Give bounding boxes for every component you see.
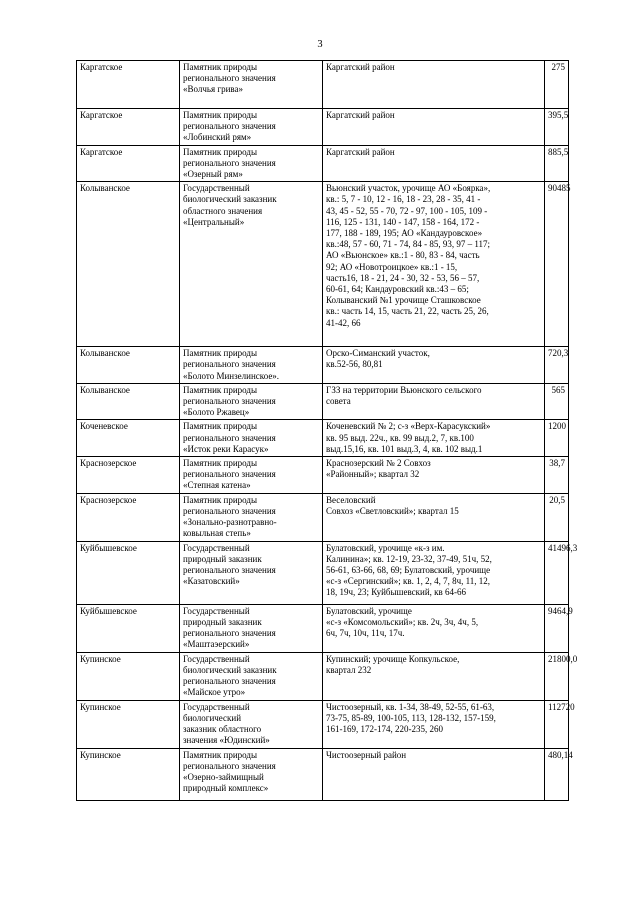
district-cell: Куйбышевское <box>77 541 180 604</box>
area-cell: 90485 <box>545 182 569 347</box>
area-cell: 112720 <box>545 700 569 748</box>
table-row <box>77 541 569 604</box>
district-cell: Купинское <box>77 700 180 748</box>
name-cell: Памятник природы регионального значения «Озерный рям» <box>180 145 323 182</box>
district-cell: Колыванское <box>77 383 180 420</box>
area-cell: 9464,9 <box>545 604 569 652</box>
name-cell: Памятник природы регионального значения «Болото Минзелинское». <box>180 347 323 384</box>
district-cell: Куйбышевское <box>77 604 180 652</box>
name-cell: Памятник природы регионального значения «Лобинский рям» <box>180 109 323 146</box>
location-cell: Купинский; урочище Копкульское, квартал 232 <box>323 652 545 700</box>
district-cell: Каргатское <box>77 109 180 146</box>
area-cell: 395,5 <box>545 109 569 146</box>
name-cell: Памятник природы регионального значения «Исток реки Карасук» <box>180 420 323 457</box>
location-cell: ГЗЗ на территории Вьюнского сельского совета <box>323 383 545 420</box>
area-cell: 41496,3 <box>545 541 569 604</box>
location-cell: Орско-Симанский участок, кв.52-56, 80,81 <box>323 347 545 384</box>
district-cell: Коченевское <box>77 420 180 457</box>
name-cell: Государственный биологический заказник областного значения «Центральный» <box>180 182 323 347</box>
table-row <box>77 347 569 384</box>
name-cell: Памятник природы регионального значения «Болото Ржавец» <box>180 383 323 420</box>
location-cell: Чистоозерный, кв. 1-34, 38-49, 52-55, 61-63, 73-75, 85-89, 100-105, 113, 128-132, 157-159, 161-169, 172-174, 220-235, 260 <box>323 700 545 748</box>
table-row <box>77 145 569 182</box>
table-row <box>77 604 569 652</box>
table-row <box>77 700 569 748</box>
table-row <box>77 457 569 494</box>
location-cell: Краснозерский № 2 Совхоз «Районный»; квартал 32 <box>323 457 545 494</box>
district-cell: Каргатское <box>77 61 180 109</box>
table-row <box>77 109 569 146</box>
location-cell: Каргатский район <box>323 145 545 182</box>
area-cell: 21800,0 <box>545 652 569 700</box>
protected-areas-table <box>76 60 578 801</box>
location-cell: Коченевский № 2; с-з «Верх-Карасукский» кв. 95 выд. 22ч., кв. 99 выд.2, 7, кв.100 выд.15,16, кв. 101 выд.3, 4, кв. 102 выд.1 <box>323 420 545 457</box>
name-cell: Государственный природный заказник регионального значения «Казатовский» <box>180 541 323 604</box>
location-cell: Вьюнский участок, урочище АО «Боярка», кв.: 5, 7 - 10, 12 - 16, 18 - 23, 28 - 35, 41 - 43, 45 - 52, 55 - 70, 72 - 97, 100 - 105, 109 - 116, 125 - 131, 140 - 147, 158 - 164, 172 - 177, 188 - 189, 195; АО «Кандауровское» кв.:48, 57 - 60, 71 - 74, 84 - 85, 93, 97 – 117; АО «Вьюнское» кв.:1 - 80, 83 - 84, часть 92; АО «Новотроицкое» кв.:1 - 15, часть16, 18 - 21, 24 - 30, 32 - 53, 56 – 57, 60-61, 64; Кандауровский кв.:43 – 65; Колыванский №1 урочище Сташковское кв.: часть 14, 15, часть 21, 22, часть 25, 26, 41-42, 66 <box>323 182 545 347</box>
table-row <box>77 493 569 541</box>
location-cell: Булатовский, урочище «с-з «Комсомольский»; кв. 2ч, 3ч, 4ч, 5, 6ч, 7ч, 10ч, 11ч, 17ч. <box>323 604 545 652</box>
table-row <box>77 383 569 420</box>
table-body <box>77 61 578 801</box>
name-cell: Государственный природный заказник регионального значения «Маштаэерский» <box>180 604 323 652</box>
area-cell: 885,5 <box>545 145 569 182</box>
page-number: 3 <box>317 39 323 50</box>
table-row <box>77 182 569 347</box>
name-cell: Государственный биологический заказник регионального значения «Майское утро» <box>180 652 323 700</box>
area-cell: 38,7 <box>545 457 569 494</box>
area-cell: 1200 <box>545 420 569 457</box>
table-row <box>77 61 569 109</box>
location-cell: Каргатский район <box>323 61 545 109</box>
area-cell: 20,5 <box>545 493 569 541</box>
name-cell: Памятник природы регионального значения «Озерно-займищный природный комплекс» <box>180 748 323 800</box>
table-row <box>77 748 569 800</box>
table-row <box>77 652 569 700</box>
area-cell: 565 <box>545 383 569 420</box>
district-cell: Купинское <box>77 652 180 700</box>
name-cell: Памятник природы регионального значения «Зонально-разнотравно- ковыльная степь» <box>180 493 323 541</box>
name-cell: Государственный биологический заказник областного значения «Юдинский» <box>180 700 323 748</box>
table-row <box>77 420 569 457</box>
district-cell: Каргатское <box>77 145 180 182</box>
name-cell: Памятник природы регионального значения «Степная катена» <box>180 457 323 494</box>
district-cell: Колыванское <box>77 182 180 347</box>
location-cell: Веселовский Совхоз «Светловский»; квартал 15 <box>323 493 545 541</box>
district-cell: Краснозерское <box>77 493 180 541</box>
location-cell: Каргатский район <box>323 109 545 146</box>
location-cell: Булатовский, урочище «к-з им. Калинина»; кв. 12-19, 23-32, 37-49, 51ч, 52, 56-61, 63-66, 68, 69; Булатовский, урочище «с-з «Сергинский»; кв. 1, 2, 4, 7, 8ч, 11, 12, 18, 19ч, 23; Куйбышевский, кв 64-66 <box>323 541 545 604</box>
area-cell: 480,14 <box>545 748 569 800</box>
area-cell: 720,3 <box>545 347 569 384</box>
location-cell: Чистоозерный район <box>323 748 545 800</box>
district-cell: Краснозерское <box>77 457 180 494</box>
area-cell: 275 <box>545 61 569 109</box>
name-cell: Памятник природы регионального значения «Волчья грива» <box>180 61 323 109</box>
district-cell: Колыванское <box>77 347 180 384</box>
district-cell: Купинское <box>77 748 180 800</box>
